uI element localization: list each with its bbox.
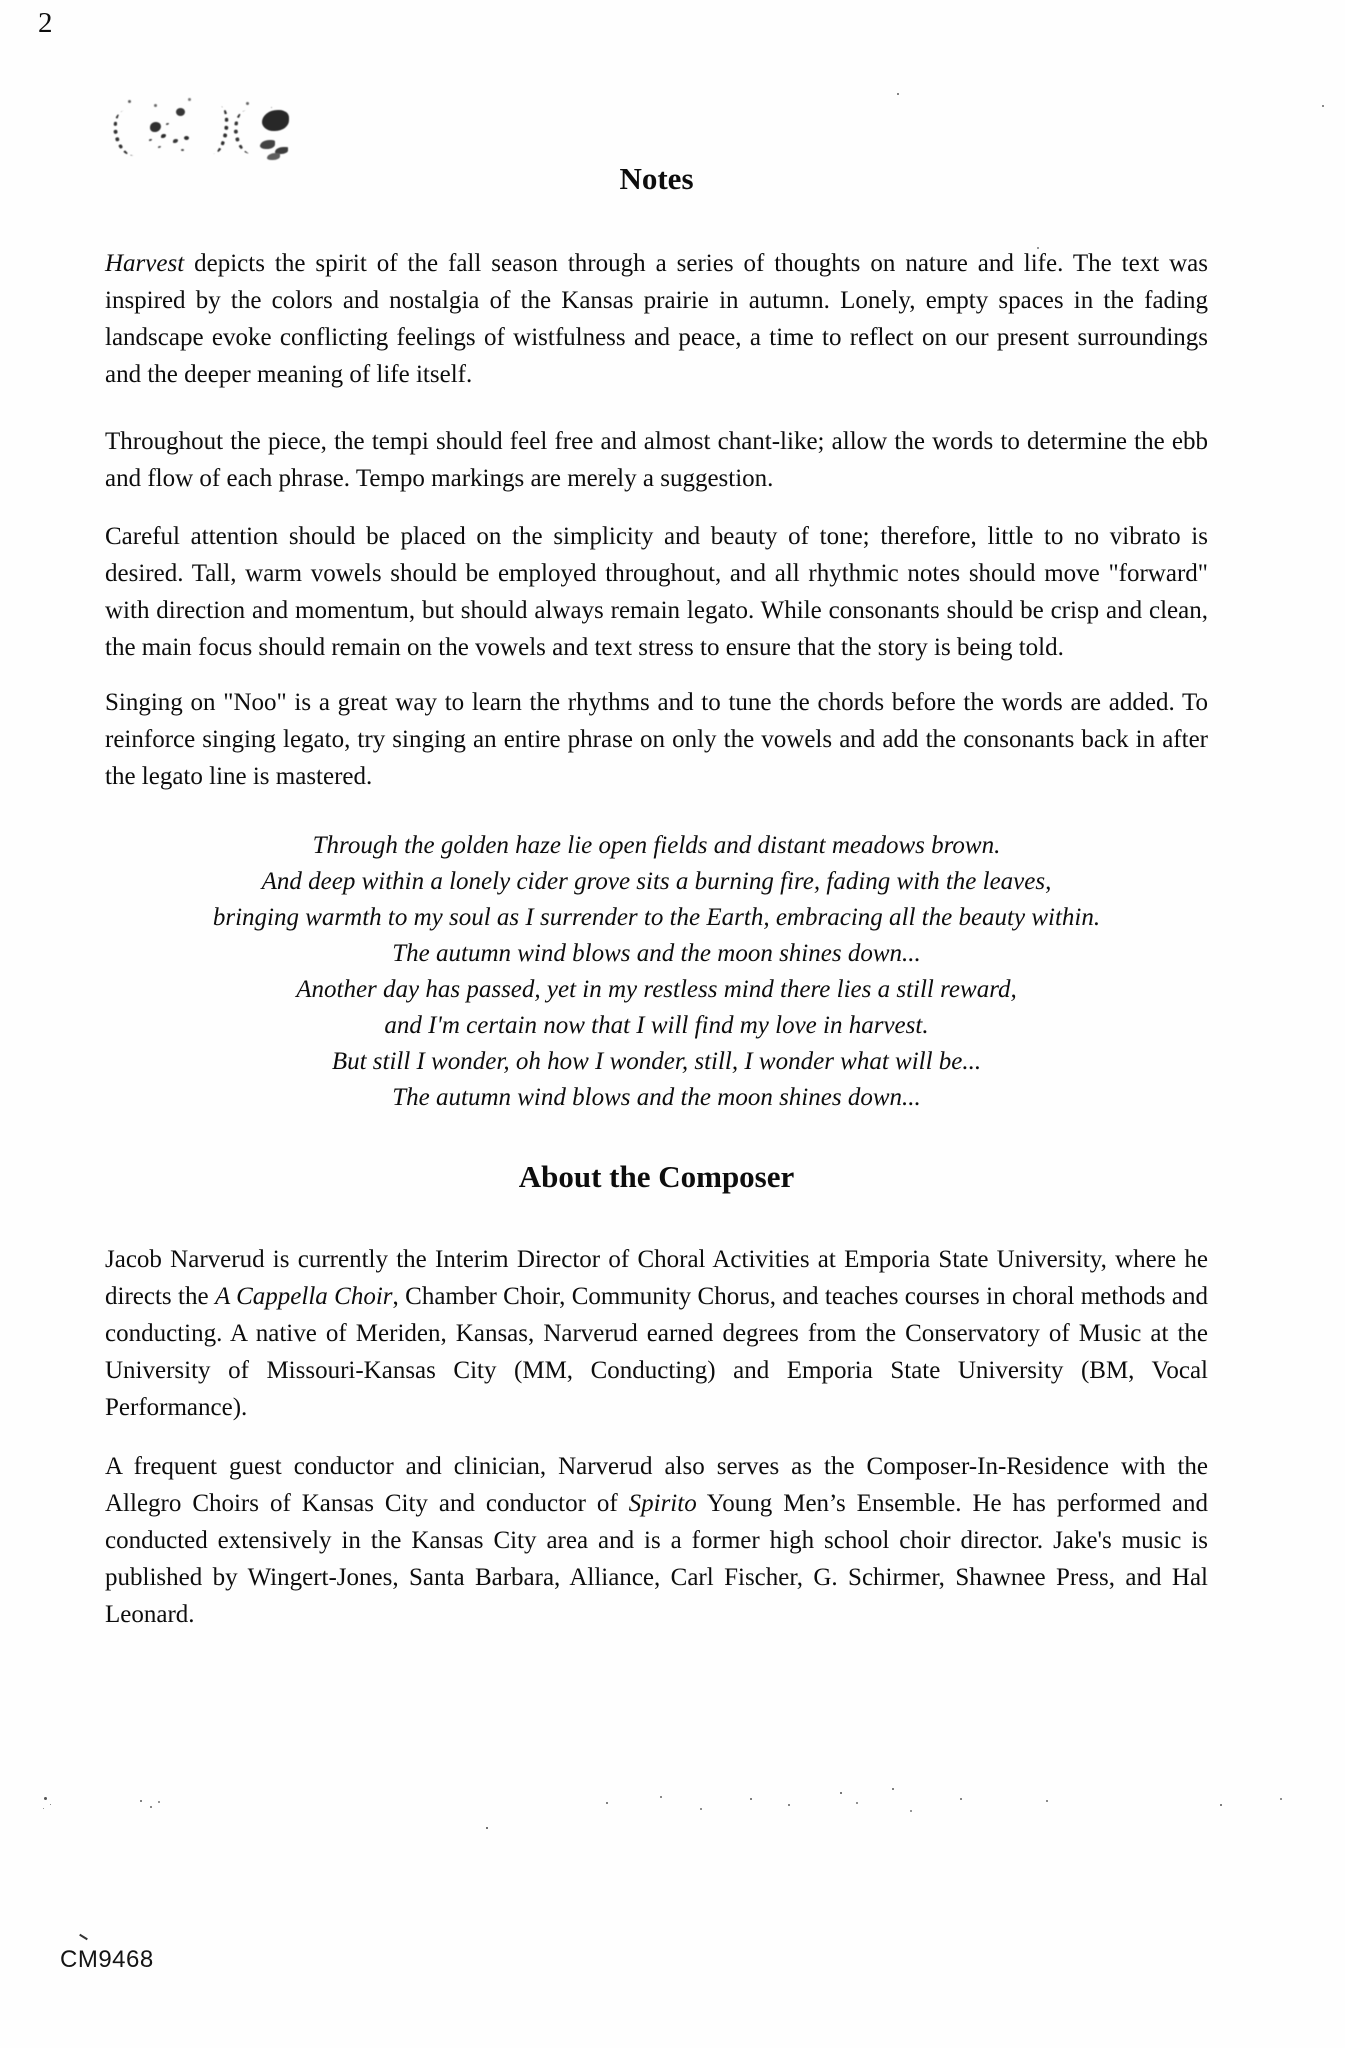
paragraph-text: , Chamber Choir, Community Chorus, and teaches courses in choral methods and conducting. A native of Meriden, Kansas, Narverud earned degrees from the Conservatory of Music at the University of Missouri-Kansas City (MM, Conducting) and Emporia State University (BM, Vocal Performance). (105, 1283, 1208, 1421)
paragraph-composer-bio-1 (105, 1241, 1208, 1426)
paragraph-composer-bio-2 (105, 1448, 1208, 1633)
text-column (105, 0, 1208, 1633)
scan-speckles (44, 1797, 47, 1800)
scan-speckles (897, 93, 899, 95)
poem-line: The autumn wind blows and the moon shines down... (392, 1084, 921, 1111)
catalog-number: CM9468 (60, 1946, 154, 1973)
notes-heading: Notes (619, 161, 694, 196)
scan-speckles (140, 1800, 142, 1802)
poem-line: The autumn wind blows and the moon shines down... (392, 940, 921, 967)
paragraph-harvest-description (105, 245, 1208, 393)
paragraph-rehearsal-tip: Singing on "Noo" is a great way to learn the rhythms and to tune the chords before the words are added. To reinforce singing legato, try singing an entire phrase on only the vowels and add the consonants back in after the legato line is mastered. (105, 689, 1208, 790)
poem-line: Another day has passed, yet in my restless mind there lies a still reward, (296, 976, 1017, 1003)
song-text-poem (105, 828, 1208, 1116)
paragraph-text: depicts the spirit of the fall season through a series of thoughts on nature and life. The text was inspired by the colors and nostalgia of the Kansas prairie in autumn. Lonely, empty spaces in the fading landscape evoke conflicting feelings of wistfulness and peace, a time to reflect on our present surroundings and the deeper meaning of life itself. (105, 250, 1208, 388)
poem-line: and I'm certain now that I will find my love in harvest. (384, 1012, 929, 1039)
work-title-italic: Harvest (105, 250, 185, 277)
ensemble-name-italic: Spirito (628, 1490, 697, 1517)
composer-heading: About the Composer (518, 1159, 795, 1194)
page-number: 2 (38, 7, 53, 39)
paragraph-text: Young Men’s Ensemble. He has performed and conducted extensively in the Kansas City area and is a former high school choir director. Jake's music is published by Wingert-Jones, Santa Barbara, Alliance, Carl Fischer, G. Schirmer, Shawnee Press, and Hal Leonard. (105, 1490, 1208, 1628)
ensemble-name-italic: A Cappella Choir (214, 1283, 393, 1310)
poem-line: But still I wonder, oh how I wonder, still, I wonder what will be... (331, 1048, 982, 1075)
paragraph-tempo: Throughout the piece, the tempi should feel free and almost chant-like; allow the words to determine the ebb and flow of each phrase. Tempo markings are merely a suggestion. (105, 428, 1208, 492)
poem-line: bringing warmth to my soul as I surrender to the Earth, embracing all the beauty within. (212, 904, 1101, 931)
pen-tick-mark (79, 1934, 88, 1940)
poem-line: Through the golden haze lie open fields and distant meadows brown. (312, 832, 1001, 859)
paragraph-text: Jacob Narverud is currently the Interim Director of Choral Activities at Emporia State University, where he directs the (105, 1246, 1208, 1310)
poem-line: And deep within a lonely cider grove sits a burning fire, fading with the leaves, (261, 868, 1052, 895)
paragraph-tone: Careful attention should be placed on the simplicity and beauty of tone; therefore, little to no vibrato is desired. Tall, warm vowels should be employed throughout, and all rhythmic notes should move "forward" with direction and momentum, but should always remain legato. While consonants should be crisp and clean, the main focus should remain on the vowels and text stress to ensure that the story is being told. (105, 523, 1208, 661)
paragraph-text: A frequent guest conductor and clinician, Narverud also serves as the Composer-In-Residence with the Allegro Choirs of Kansas City and conductor of (105, 1453, 1208, 1517)
